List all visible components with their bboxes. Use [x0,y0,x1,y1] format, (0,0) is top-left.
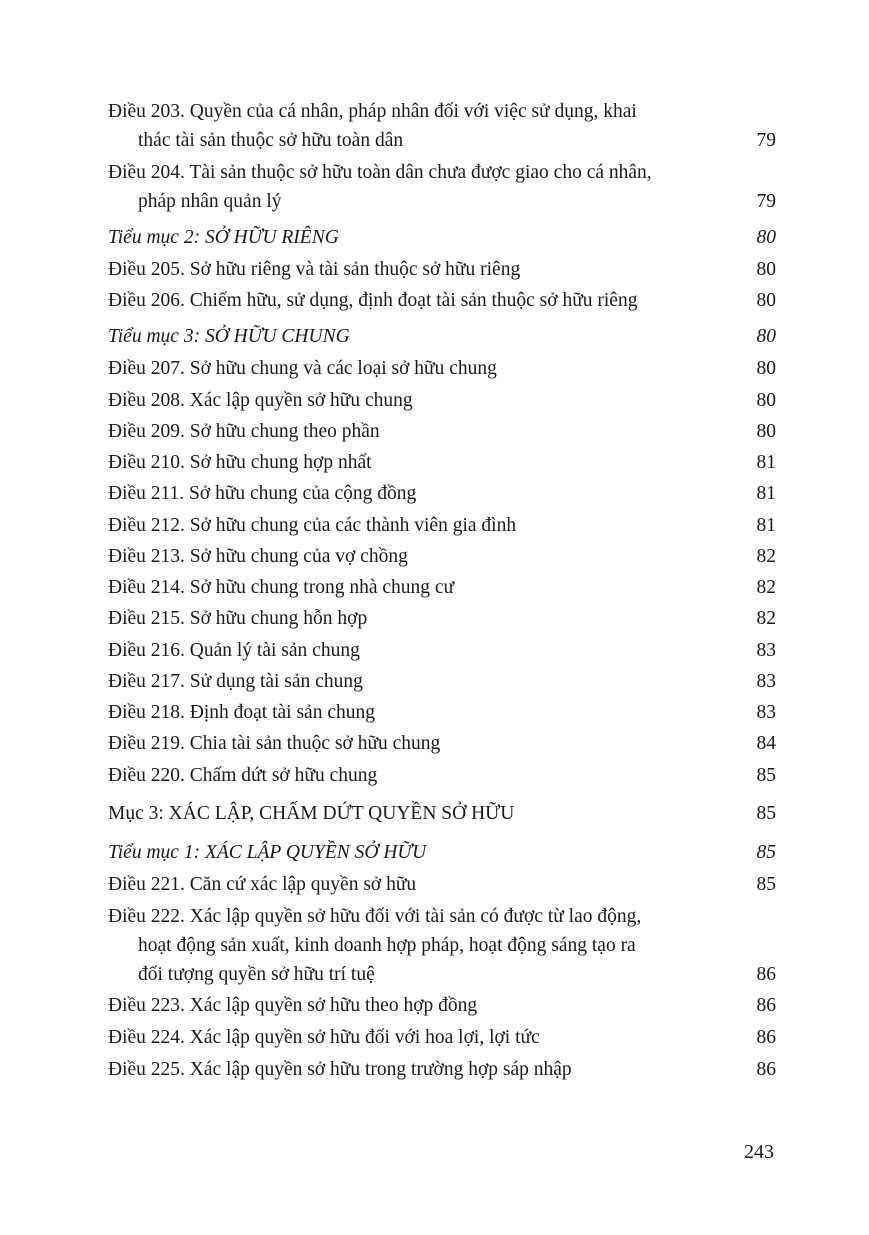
toc-entry-text: Điều 214. Sở hữu chung trong nhà chung cư [108,577,455,598]
toc-entry-text: Điều 205. Sở hữu riêng và tài sản thuộc sở hữu riêng [108,259,521,280]
toc-page-number: 85 [756,874,776,895]
toc-entry [108,902,776,989]
toc-entry [108,97,776,155]
toc-entry-text: Điều 217. Sử dụng tài sản chung [108,671,363,692]
toc-page-number: 80 [756,390,776,411]
toc-entry [108,573,776,602]
toc-entry-text: Điều 223. Xác lập quyền sở hữu theo hợp đồng [108,995,478,1016]
toc-entry [108,1055,776,1084]
toc-entry-text: Tiểu mục 2: SỞ HỮU RIÊNG [108,227,339,248]
toc-entry [108,322,776,351]
toc-page-number: 86 [756,995,776,1016]
toc-entry-text: Điều 216. Quản lý tài sản chung [108,640,360,661]
toc-entry [108,511,776,540]
toc-page-number: 83 [756,702,776,723]
toc-page-number: 80 [756,358,776,379]
toc-page-number: 80 [756,227,776,248]
toc-entry-text: Điều 206. Chiếm hữu, sử dụng, định đoạt tài sản thuộc sở hữu riêng [108,290,638,311]
toc-entry-text: thác tài sản thuộc sở hữu toàn dân [138,130,404,151]
toc-entry-text: đối tượng quyền sở hữu trí tuệ [138,964,375,985]
toc-page-number: 85 [756,842,776,863]
toc-page-number: 81 [756,483,776,504]
toc-entry-text: Điều 218. Định đoạt tài sản chung [108,702,375,723]
toc-entry-text: pháp nhân quản lý [138,191,282,212]
toc-entry-text: Điều 207. Sở hữu chung và các loại sở hữu chung [108,358,497,379]
toc-entry [108,604,776,633]
toc-entry-text: Điều 219. Chia tài sản thuộc sở hữu chung [108,733,441,754]
toc-page-number: 82 [756,577,776,598]
toc-entry [108,870,776,899]
toc-entry-text: Điều 212. Sở hữu chung của các thành viên gia đình [108,515,517,536]
toc-entry-text: Điều 221. Căn cứ xác lập quyền sở hữu [108,874,417,895]
toc-entry-text: Điều 225. Xác lập quyền sở hữu trong trường hợp sáp nhập [108,1059,572,1080]
toc-entry-text: Mục 3: XÁC LẬP, CHẤM DỨT QUYỀN SỞ HỮU [108,803,515,824]
toc-entry-text: Điều 211. Sở hữu chung của cộng đồng [108,483,417,504]
toc-entry [108,799,776,828]
toc-page-number: 83 [756,640,776,661]
toc-page-number: 79 [756,191,776,212]
toc-entry [108,386,776,415]
toc-entry [108,448,776,477]
toc-entry [108,255,776,284]
toc-entry-text: Tiểu mục 3: SỞ HỮU CHUNG [108,326,350,347]
toc-page-number: 83 [756,671,776,692]
toc-entry-text: Tiểu mục 1: XÁC LẬP QUYỀN SỞ HỮU [108,842,427,863]
toc-entry [108,761,776,790]
toc-entry [108,729,776,758]
toc-entry-text: Điều 210. Sở hữu chung hợp nhất [108,452,372,473]
toc-entry [108,1023,776,1052]
toc-entry-text: Điều 213. Sở hữu chung của vợ chồng [108,546,408,567]
toc-page-number: 82 [756,608,776,629]
toc-entry-text: Điều 208. Xác lập quyền sở hữu chung [108,390,413,411]
toc-entry [108,286,776,315]
toc-entry [108,698,776,727]
toc-entry [108,667,776,696]
toc-entry-text: Điều 204. Tài sản thuộc sở hữu toàn dân chưa được giao cho cá nhân, [108,162,652,183]
toc-page-number: 86 [756,1059,776,1080]
toc-entry-text: Điều 224. Xác lập quyền sở hữu đối với hoa lợi, lợi tức [108,1027,540,1048]
toc-entry-text: Điều 220. Chấm dứt sở hữu chung [108,765,378,786]
toc-entry [108,991,776,1020]
toc-page-number: 85 [756,765,776,786]
toc-page-number: 86 [756,964,776,985]
page-number: 243 [744,1141,774,1163]
toc-page-number: 81 [756,515,776,536]
toc-entry [108,158,776,216]
toc-page-number: 80 [756,259,776,280]
toc-page-number: 79 [756,130,776,151]
toc-entry [108,838,776,867]
toc-entry [108,636,776,665]
toc-page-number: 81 [756,452,776,473]
toc-entry [108,542,776,571]
toc-page-number: 80 [756,421,776,442]
toc-entry [108,354,776,383]
toc-page-number: 82 [756,546,776,567]
toc-entry-text: Điều 222. Xác lập quyền sở hữu đối với tài sản có được từ lao động, [108,906,642,927]
toc-entry [108,479,776,508]
toc-entry-text: Điều 215. Sở hữu chung hỗn hợp [108,608,368,629]
toc-page-number: 85 [756,803,776,824]
toc-entry-text: Điều 209. Sở hữu chung theo phần [108,421,380,442]
toc-entry-text: hoạt động sản xuất, kinh doanh hợp pháp, hoạt động sáng tạo ra [138,935,636,956]
toc-page-number: 80 [756,326,776,347]
toc-entry [108,223,776,252]
toc-page-number: 86 [756,1027,776,1048]
toc-page-number: 80 [756,290,776,311]
toc-entry [108,417,776,446]
toc-page-number: 84 [756,733,776,754]
toc-entry-text: Điều 203. Quyền của cá nhân, pháp nhân đối với việc sử dụng, khai [108,101,637,122]
